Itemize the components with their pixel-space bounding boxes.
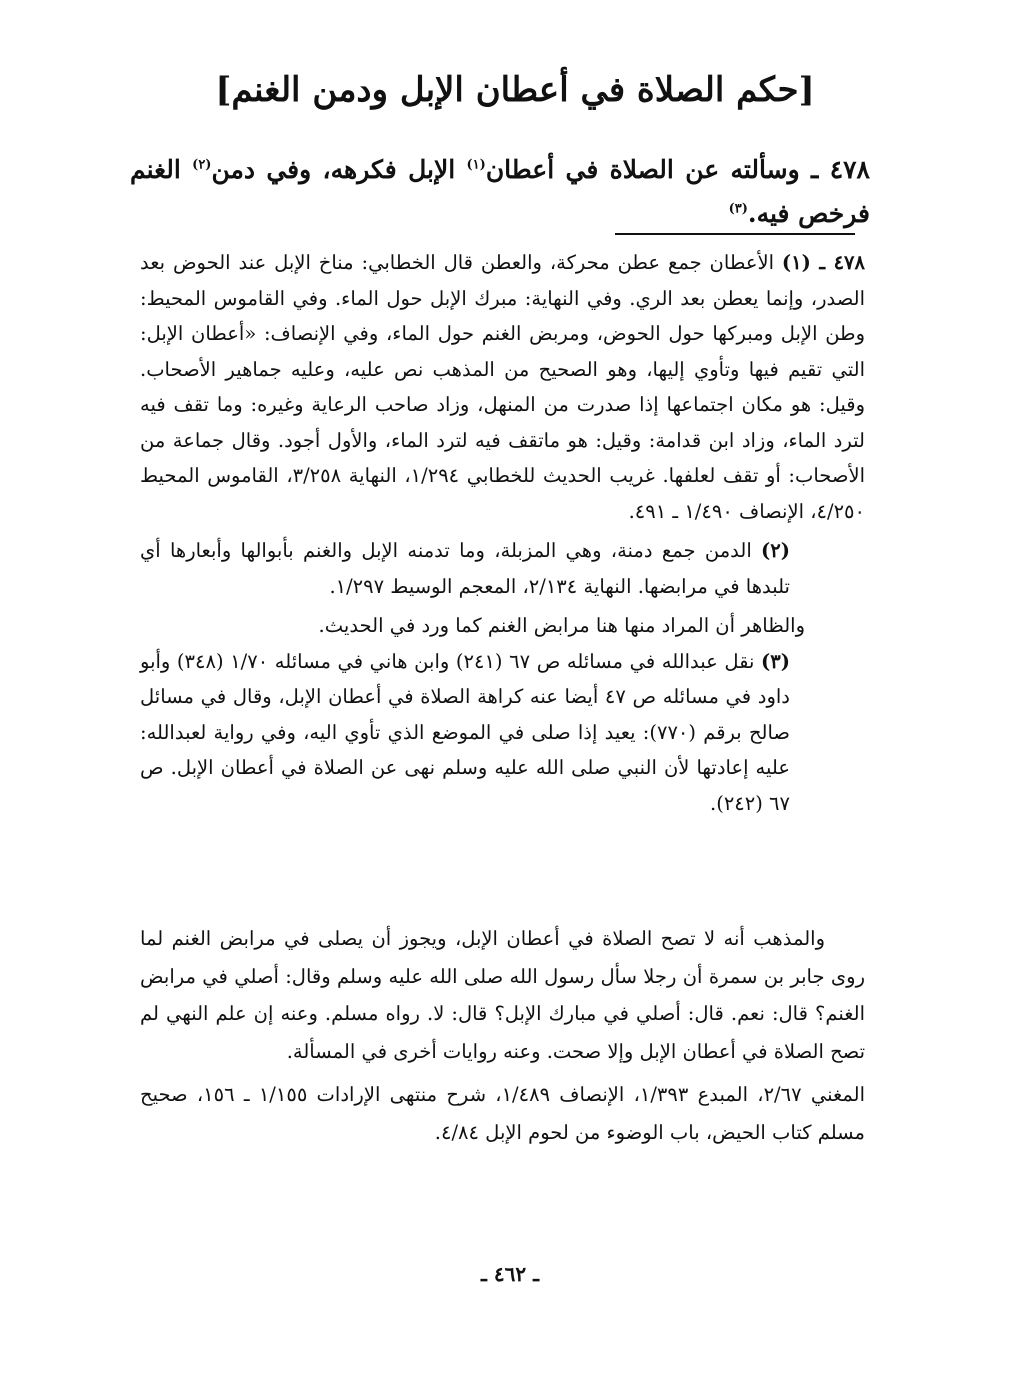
footnote-3-lead: (٣): [761, 649, 790, 673]
footnote-1-text: الأعطان جمع عطن محركة، والعطن قال الخطابي: مناخ الإبل عند الحوض بعد الصدر، وإنما يعطن بعد الري. وفي النهاية: مبرك الإبل حول الماء. وفي القاموس المحيط: وطن الإبل ومبركها حول الحوض، ومربض الغنم حول الماء، وفي الإنصاف: «أعطان الإبل: التي تقيم فيها وتأوي إليها، وهو الصحيح من المذهب نص عليه، وعليه جماهير الأصحاب. وقيل: هو مكان اجتماعها إذا صدرت من المنهل، وزاد صاحب الرعاية وغيره: وما تقف فيه لترد الماء، وزاد ابن قدامة: وقيل: هو ماتقف فيه لترد الماء، والأول أجود. وقال جماعة من الأصحاب: أو تقف لعلفها. غريب الحديث للخطابي ١/٢٩٤، النهاية ٣/٢٥٨، القاموس المحيط ٤/٢٥٠، الإنصاف ١/٤٩٠ ـ ٤٩١.: [140, 251, 865, 523]
footnote-2-cont-text: والظاهر أن المراد منها هنا مرابض الغنم كما ورد في الحديث.: [318, 614, 805, 637]
footnotes: [140, 245, 865, 825]
commentary: [140, 920, 865, 1157]
footnote-2-continuation: [140, 608, 865, 644]
footnote-ref-1: (١): [466, 157, 486, 173]
footnote-ref-3: (٣): [728, 201, 748, 217]
entry-number: ٤٧٨ ـ: [811, 155, 870, 184]
footnote-2-text: الدمن جمع دمنة، وهي المزبلة، وما تدمنه الإبل والغنم بأبوالها وأبعارها أي تلبدها في مرابضها. النهاية ٢/١٣٤، المعجم الوسيط ١/٢٩٧.: [140, 539, 790, 598]
footnote-separator: [615, 233, 855, 235]
footnote-1: [140, 245, 865, 529]
footnote-2-lead: (٢): [761, 539, 790, 562]
footnote-3-text: نقل عبدالله في مسائله ص ٦٧ (٢٤١) وابن هاني في مسائله ١/٧٠ (٣٤٨) وأبو داود في مسائله ص ٤٧ أيضا عنه كراهة الصلاة في أعطان الإبل، وقال في مسائل صالح برقم (٧٧٠): يعيد إذا صلى في الموضع الذي تأوي اليه، وفي رواية لعبدالله: عليه إعادتها لأن النبي صلى الله عليه وسلم نهى عن الصلاة في أعطان الإبل. ص ٦٧ (٢٤٢).: [140, 649, 790, 815]
footnote-2: [140, 533, 865, 604]
entry-text-c: الغنم فرخص فيه.: [130, 155, 870, 228]
entry-text-a: وسألته عن الصلاة في أعطان: [485, 155, 800, 184]
commentary-paragraph: والمذهب أنه لا تصح الصلاة في أعطان الإبل، ويجوز أن يصلى في مرابض الغنم لما روى جابر بن سمرة أن رجلا سأل رسول الله صلى الله عليه وسلم وقال: أصلي في مرابض الغنم؟ قال: نعم. قال: أصلي في مبارك الإبل؟ قال: لا. رواه مسلم. وعنه إن علم النهي لم تصح الصلاة في أعطان الإبل وإلا صحت. وعنه روايات أخرى في المسألة.: [140, 927, 865, 1063]
footnote-1-lead: ٤٧٨ ـ (١): [781, 251, 865, 274]
footnote-ref-2: (٢): [192, 157, 212, 173]
footnote-3: [140, 644, 865, 822]
page-title: [حكم الصلاة في أعطان الإبل ودمن الغنم]: [215, 70, 815, 110]
entry-text-b: الإبل فكرهه، وفي دمن: [211, 155, 456, 184]
main-entry: [130, 148, 870, 236]
references-paragraph: المغني ٢/٦٧، المبدع ١/٣٩٣، الإنصاف ١/٤٨٩، شرح منتهى الإرادات ١/١٥٥ ـ ١٥٦، صحيح مسلم كتاب الحيض، باب الوضوء من لحوم الإبل ٤/٨٤.: [140, 1083, 865, 1144]
page-number: ـ ٤٦٢ ـ: [481, 1262, 539, 1286]
